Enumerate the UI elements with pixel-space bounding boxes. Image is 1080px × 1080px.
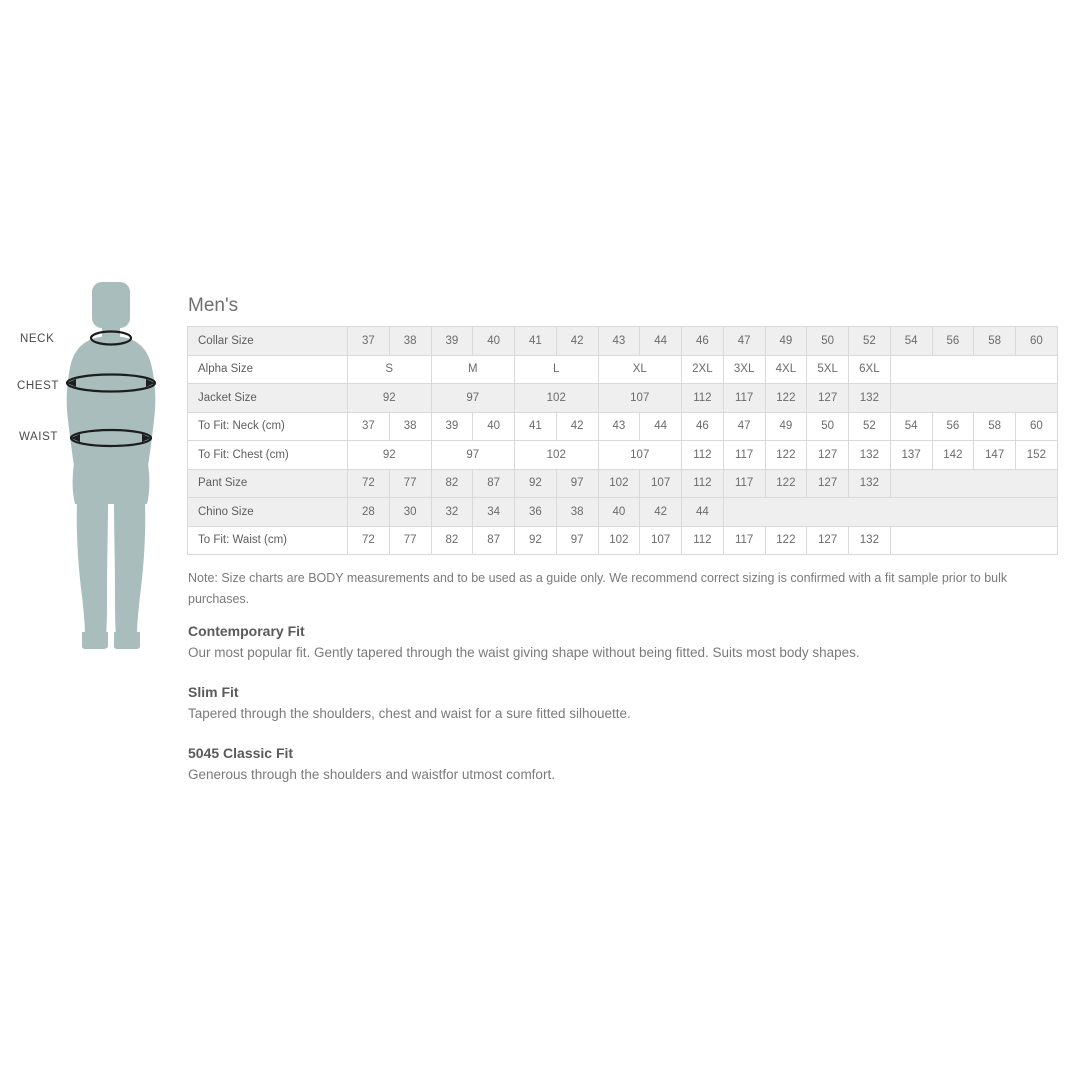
table-cell: 137 [890,441,932,470]
table-cell: 32 [431,498,473,527]
table-cell: M [431,355,515,384]
table-cell: 117 [723,469,765,498]
table-cell: 56 [932,412,974,441]
table-cell: 132 [849,441,891,470]
table-cell: 122 [765,526,807,555]
table-cell: 127 [807,441,849,470]
table-cell: 122 [765,469,807,498]
table-cell: 60 [1016,327,1058,356]
table-cell: 112 [682,441,724,470]
waist-label: WAIST [19,431,58,443]
table-cell: 41 [515,327,557,356]
fit-description: Our most popular fit. Gently tapered through the waist giving shape without being fitted. Suits most body shapes. [188,645,860,660]
table-cell: 49 [765,412,807,441]
body-measurement-figure [14,280,179,650]
table-cell: 58 [974,412,1016,441]
table-cell: 34 [473,498,515,527]
row-header: Chino Size [188,498,348,527]
fit-block-contemporary [188,623,1028,660]
table-cell: 54 [890,327,932,356]
table-cell: 97 [431,384,515,413]
table-cell: 50 [807,412,849,441]
table-cell: 47 [723,412,765,441]
row-header: Jacket Size [188,384,348,413]
table-cell: 28 [348,498,390,527]
table-row [188,384,1058,413]
size-chart-table [187,326,1058,555]
table-cell: 44 [640,327,682,356]
size-chart-table-wrap [187,326,1057,555]
table-cell-empty [890,355,1057,384]
table-cell: 40 [473,327,515,356]
table-cell: 50 [807,327,849,356]
table-cell: 142 [932,441,974,470]
table-cell: 41 [515,412,557,441]
table-cell: 122 [765,441,807,470]
table-cell: 52 [849,327,891,356]
table-cell: 132 [849,526,891,555]
fit-description: Tapered through the shoulders, chest and waist for a sure fitted silhouette. [188,706,631,721]
table-cell: 44 [682,498,724,527]
table-cell: 39 [431,412,473,441]
table-cell: 58 [974,327,1016,356]
table-cell: 5XL [807,355,849,384]
table-row [188,526,1058,555]
table-cell: 46 [682,327,724,356]
table-cell: 38 [389,412,431,441]
table-cell: 72 [348,526,390,555]
page-title: Men's [188,295,239,316]
table-cell: 147 [974,441,1016,470]
size-chart-note: Note: Size charts are BODY measurements and to be used as a guide only. We recommend correct sizing is confirmed with a fit sample prior to bulk purchases. [188,571,1008,606]
table-cell: 42 [556,327,598,356]
table-cell: 97 [431,441,515,470]
fit-title: Slim Fit [188,684,239,700]
table-cell: 117 [723,526,765,555]
table-cell: L [515,355,599,384]
table-cell: 112 [682,526,724,555]
table-cell: 92 [348,441,432,470]
table-cell: 39 [431,327,473,356]
row-header: Pant Size [188,469,348,498]
table-cell: 127 [807,469,849,498]
table-cell-empty [890,469,1057,498]
table-row [188,441,1058,470]
table-cell: 36 [515,498,557,527]
table-cell: 47 [723,327,765,356]
table-cell: 52 [849,412,891,441]
table-cell: 132 [849,469,891,498]
table-cell: 112 [682,384,724,413]
fit-block-classic [188,745,1028,782]
table-cell: 132 [849,384,891,413]
table-cell: 38 [556,498,598,527]
table-cell: 107 [640,469,682,498]
table-cell: 56 [932,327,974,356]
fit-title: 5045 Classic Fit [188,745,294,761]
table-cell: 82 [431,526,473,555]
table-cell-empty [723,498,1057,527]
table-cell: 127 [807,384,849,413]
table-cell: 92 [515,469,557,498]
table-cell: 37 [348,327,390,356]
row-header: To Fit: Waist (cm) [188,526,348,555]
table-row [188,355,1058,384]
table-cell: 122 [765,384,807,413]
table-cell: 42 [640,498,682,527]
table-cell: 97 [556,469,598,498]
fit-description: Generous through the shoulders and waistfor utmost comfort. [188,767,555,782]
table-row [188,412,1058,441]
table-cell: 152 [1016,441,1058,470]
table-cell: 6XL [849,355,891,384]
table-cell: 43 [598,327,640,356]
table-cell: 127 [807,526,849,555]
table-cell: 43 [598,412,640,441]
table-cell: 60 [1016,412,1058,441]
table-cell: 2XL [682,355,724,384]
table-cell: 92 [348,384,432,413]
table-cell: 40 [598,498,640,527]
table-cell: 97 [556,526,598,555]
table-cell: 37 [348,412,390,441]
table-cell: 112 [682,469,724,498]
table-cell: 107 [598,384,682,413]
table-cell: 77 [389,526,431,555]
table-cell: 4XL [765,355,807,384]
table-cell: 117 [723,441,765,470]
table-row [188,498,1058,527]
row-header: To Fit: Chest (cm) [188,441,348,470]
chest-label: CHEST [17,380,59,392]
table-cell: 117 [723,384,765,413]
table-cell: 107 [598,441,682,470]
table-cell: 40 [473,412,515,441]
table-cell: 46 [682,412,724,441]
row-header: To Fit: Neck (cm) [188,412,348,441]
table-cell: 102 [515,441,599,470]
table-cell: 30 [389,498,431,527]
table-cell: 92 [515,526,557,555]
table-row [188,327,1058,356]
fit-title: Contemporary Fit [188,623,305,639]
table-cell: 38 [389,327,431,356]
table-cell: 102 [598,469,640,498]
row-header: Collar Size [188,327,348,356]
table-cell: 82 [431,469,473,498]
neck-label: NECK [20,333,55,345]
fit-block-slim [188,684,1028,721]
table-cell: 3XL [723,355,765,384]
table-cell: 102 [598,526,640,555]
table-cell: 102 [515,384,599,413]
row-header: Alpha Size [188,355,348,384]
table-cell-empty [890,526,1057,555]
table-cell: 42 [556,412,598,441]
table-cell: XL [598,355,682,384]
table-cell: 49 [765,327,807,356]
table-cell-empty [890,384,1057,413]
table-cell: 77 [389,469,431,498]
table-row [188,469,1058,498]
table-cell: 54 [890,412,932,441]
table-cell: 72 [348,469,390,498]
table-cell: 87 [473,526,515,555]
table-cell: 87 [473,469,515,498]
table-cell: S [348,355,432,384]
table-cell: 44 [640,412,682,441]
table-cell: 107 [640,526,682,555]
